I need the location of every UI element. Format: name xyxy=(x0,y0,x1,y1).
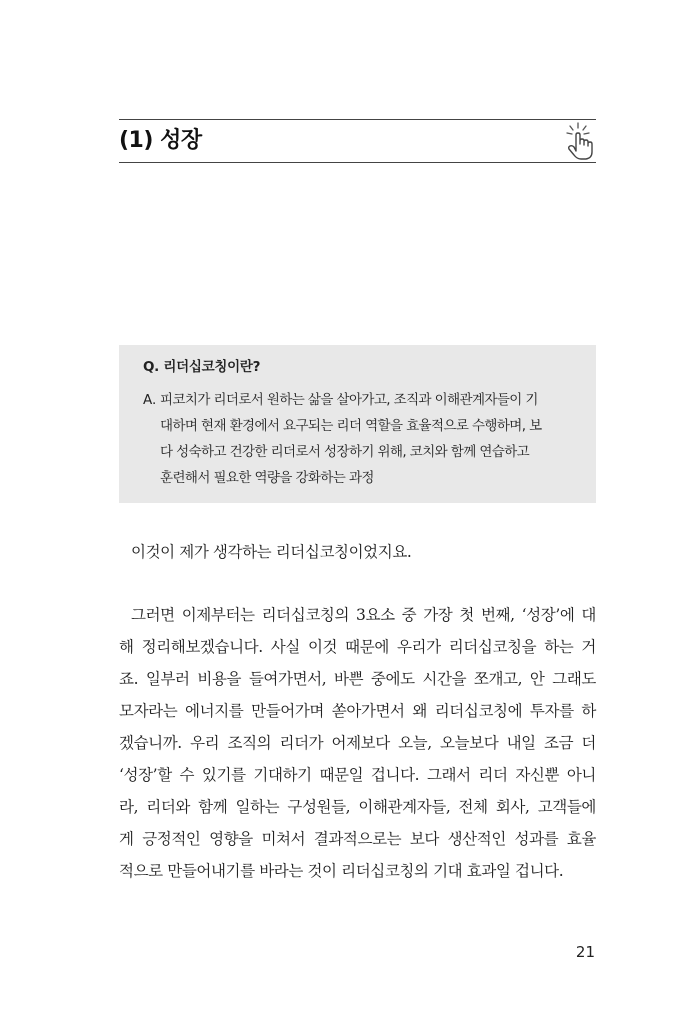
qa-box xyxy=(119,345,596,503)
qa-question: Q. 리더십코칭이란? xyxy=(143,359,261,375)
paragraph-line: 이것이 제가 생각하는 리더십코칭이었지요. xyxy=(131,543,412,561)
qa-answer-line: 피코치가 리더로서 원하는 삶을 살아가고, 조직과 이해관계자들이 기 xyxy=(160,392,538,408)
header-rule-bottom xyxy=(119,162,596,163)
header-rule-top xyxy=(119,119,596,120)
paragraph-line: 게 긍정적인 영향을 미쳐서 결과적으로는 보다 생산적인 성과를 효율 xyxy=(119,830,596,848)
qa-answer-line: 다 성숙하고 건강한 리더로서 성장하기 위해, 코치와 함께 연습하고 xyxy=(160,444,530,460)
body-paragraph-2 xyxy=(119,599,596,887)
body-paragraph-1 xyxy=(119,536,596,568)
paragraph-line: ‘성장’할 수 있기를 기대하기 때문일 겁니다. 그래서 리더 자신뿐 아니 xyxy=(119,766,596,784)
qa-answer xyxy=(143,387,574,491)
qa-answer-prefix: A. xyxy=(143,392,157,408)
qa-answer-line: 훈련해서 필요한 역량을 강화하는 과정 xyxy=(160,470,374,486)
paragraph-line: 죠. 일부러 비용을 들여가면서, 바쁜 중에도 시간을 쪼개고, 안 그래도 xyxy=(119,670,596,688)
paragraph-line: 적으로 만들어내기를 바라는 것이 리더십코칭의 기대 효과일 겁니다. xyxy=(119,862,564,880)
section-title: (1) 성장 xyxy=(119,128,202,153)
paragraph-line: 라, 리더와 함께 일하는 구성원들, 이해관계자들, 전체 회사, 고객들에 xyxy=(119,798,596,816)
paragraph-line: 해 정리해보겠습니다. 사실 이것 때문에 우리가 리더십코칭을 하는 거 xyxy=(119,638,596,656)
page-number: 21 xyxy=(575,943,595,961)
hand-pointer-icon xyxy=(563,122,597,160)
paragraph-line: 모자라는 에너지를 만들어가며 쏟아가면서 왜 리더십코칭에 투자를 하 xyxy=(119,702,596,720)
paragraph-line: 그러면 이제부터는 리더십코칭의 3요소 중 가장 첫 번째, ‘성장’에 대 xyxy=(131,606,596,624)
qa-answer-line: 대하며 현재 환경에서 요구되는 리더 역할을 효율적으로 수행하며, 보 xyxy=(160,418,542,434)
paragraph-line: 겠습니까. 우리 조직의 리더가 어제보다 오늘, 오늘보다 내일 조금 더 xyxy=(119,734,596,752)
